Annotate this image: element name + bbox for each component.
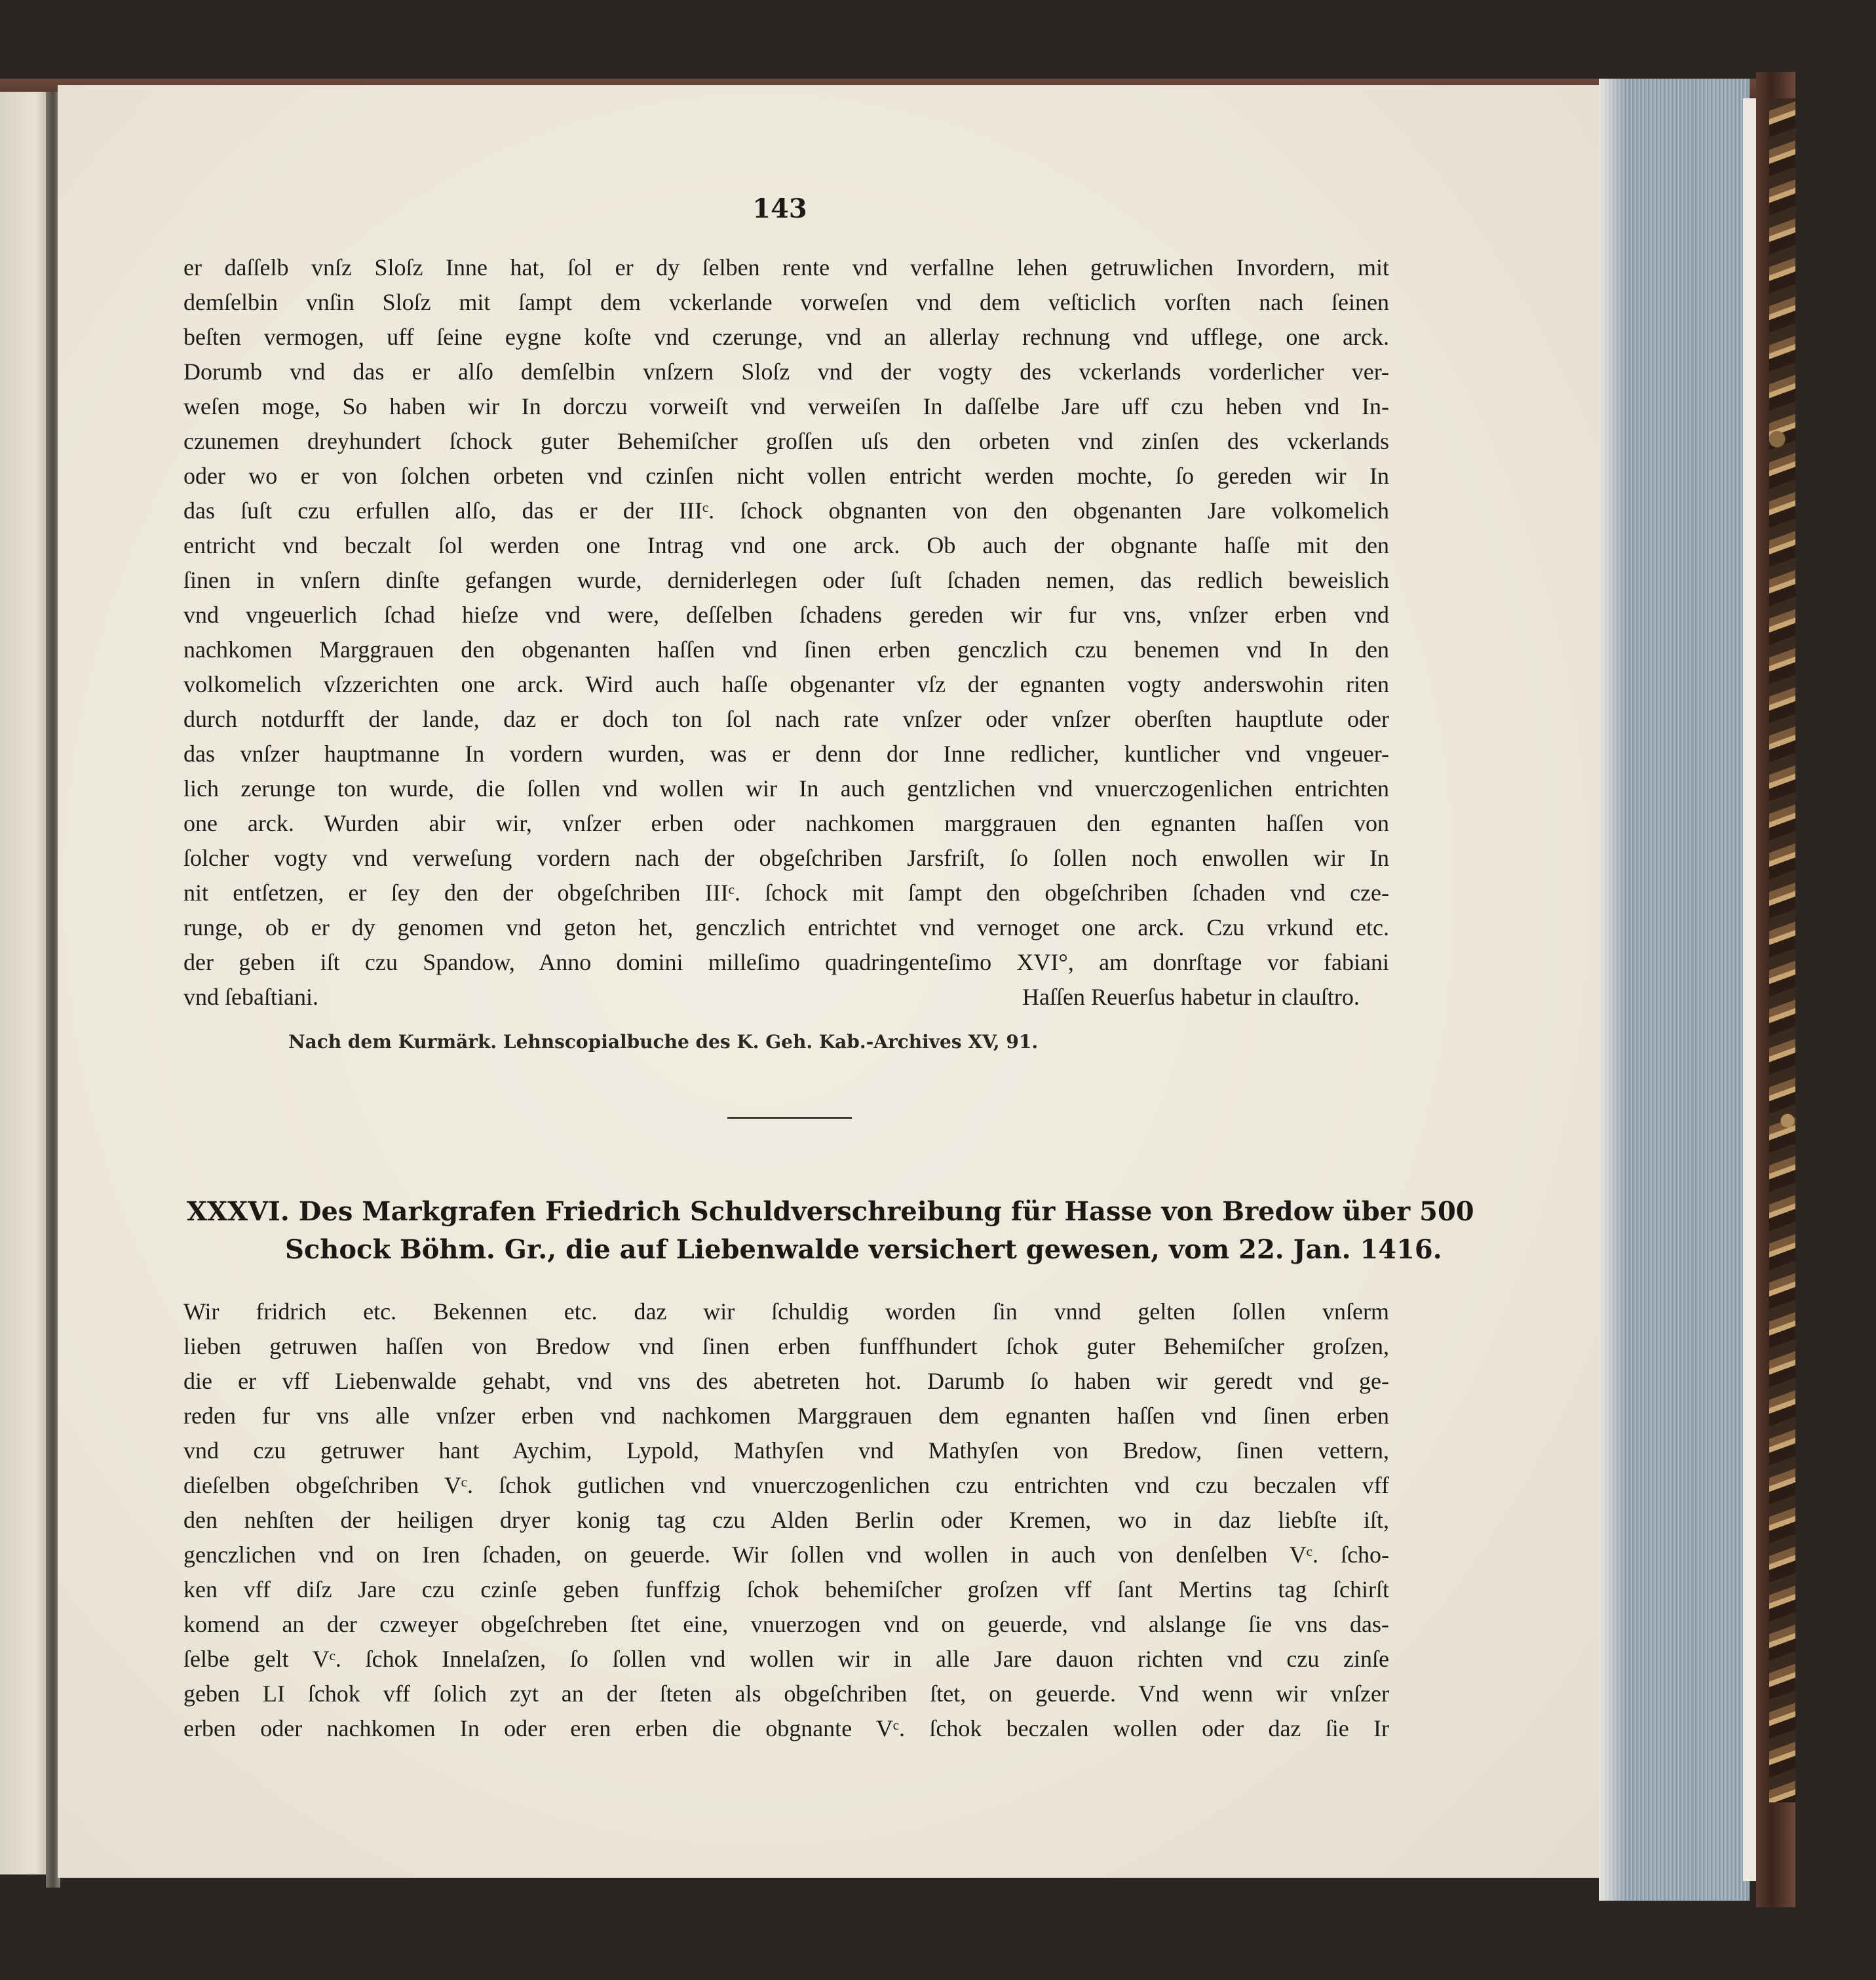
page-number: 143 [752, 193, 807, 224]
text-line: ſinen in vnſern dinſte gefangen wurde, derniderlegen oder ſuſt ſchaden nemen, das redlich beweislich [183, 567, 1389, 593]
text-line: den nehſten der heiligen dryer konig tag czu Alden Berlin oder Kremen, wo in daz liebſte iſt, [183, 1507, 1389, 1533]
text-line: durch notdurfft der lande, daz er doch ton ſol nach rate vnſzer oder vnſzer oberſten hauptlute oder [183, 706, 1389, 732]
text-line: erben oder nachkomen In oder eren erben die obgnante Vᶜ. ſchok beczalen wollen oder daz ſie Ir [183, 1715, 1389, 1741]
text-line: ſolcher vogty vnd verweſung vordern nach der obgeſchriben Jarsfriſt, ſo ſollen noch enwollen wir In [183, 845, 1389, 871]
text-line: Wir fridrich etc. Bekennen etc. daz wir ſchuldig worden ſin vnnd gelten ſollen vnſerm [183, 1298, 1389, 1325]
section-heading-line2: Schock Böhm. Gr., die auf Liebenwalde versichert gewesen, vom 22. Jan. 1416. [285, 1234, 1442, 1265]
text-line: das vnſzer hauptmanne In vordern wurden, was er denn dor Inne redlicher, kuntlicher vnd vngeuer- [183, 741, 1389, 767]
text-line: entricht vnd beczalt ſol werden one Intrag vnd one arck. Ob auch der obgnante haſſe mit den [183, 532, 1389, 558]
section-heading-line1: XXXVI. Des Markgrafen Friedrich Schuldverschreibung für Hasse von Bredow über 500 [187, 1196, 1474, 1227]
text-line: beſten vermogen, uff ſeine eygne koſte vnd czerunge, vnd an allerlay rechnung vnd ufflege, one arck. [183, 324, 1389, 350]
text-line: nit entſetzen, er ſey den der obgeſchriben IIIᶜ. ſchock mit ſampt den obgeſchriben ſchaden vnd cze- [183, 880, 1389, 906]
text-line: genczlichen vnd on Iren ſchaden, on geuerde. Wir ſollen vnd wollen in auch von denſelben Vᶜ. ſcho- [183, 1542, 1389, 1568]
marbled-endpaper [1769, 98, 1795, 1802]
text-line: czunemen dreyhundert ſchock guter Behemiſcher groſſen uſs den orbeten vnd zinſen des vckerlands [183, 428, 1389, 454]
text-line: reden fur vns alle vnſzer erben vnd nachkomen Marggrauen dem egnanten haſſen vnd ſinen erben [183, 1403, 1389, 1429]
text-line: Dorumb vnd das er alſo demſelbin vnſzern Sloſz vnd der vogty des vckerlands vorderlicher ver- [183, 359, 1389, 385]
section-divider [727, 1117, 852, 1119]
text-line: runge, ob er dy genomen vnd geton het, genczlich entrichtet vnd vernoget one arck. Czu vrkund etc. [183, 914, 1389, 941]
document-body-part1 [183, 250, 1389, 980]
text-line: oder wo er von ſolchen orbeten vnd czinſen nicht vollen entricht werden mochte, ſo gereden wir In [183, 463, 1389, 489]
text-line: one arck. Wurden abir wir, vnſzer erben oder nachkomen marggrauen den egnanten haſſen von [183, 810, 1389, 836]
text-line: ken vff diſz Jare czu czinſe geben funffzig ſchok behemiſcher groſzen vff ſant Mertins tag ſchirſt [183, 1576, 1389, 1602]
text-line: komend an der czweyer obgeſchreben ſtet eine, vnuerzogen vnd on geuerde, vnd alslange ſie vns das- [183, 1611, 1389, 1637]
document-closing-line [183, 980, 1389, 1015]
document-body-part2 [183, 1294, 1389, 1746]
text-line: weſen moge, So haben wir In dorczu vorweiſt vnd verweiſen In daſſelbe Jare uff czu heben vnd In- [183, 393, 1389, 419]
text-line: vnd czu getruwer hant Aychim, Lypold, Mathyſen vnd Mathyſen von Bredow, ſinen vettern, [183, 1437, 1389, 1464]
text-line: ſelbe gelt Vᶜ. ſchok Innelaſzen, ſo ſollen vnd wollen wir in alle Jare dauon richten vnd czu zinſe [183, 1646, 1389, 1672]
text-line: demſelbin vnſin Sloſz mit ſampt dem vckerlande vorweſen vnd dem veſticlich vorſten nach ſeinen [183, 289, 1389, 315]
text-line: nachkomen Marggrauen den obgenanten haſſen vnd ſinen erben genczlich czu benemen vnd In den [183, 636, 1389, 663]
text-line: lich zerunge ton wurde, die ſollen vnd wollen wir In auch gentzlichen vnd vnuerczogenlichen entrichten [183, 775, 1389, 802]
source-note: Nach dem Kurmärk. Lehnscopialbuche des K. Geh. Kab.-Archives XV, 91. [288, 1031, 1039, 1053]
closing-date-text: vnd ſebaſtiani. [183, 984, 318, 1010]
text-line: die er vff Liebenwalde gehabt, vnd vns des abetreten hot. Darumb ſo haben wir geredt vnd ge- [183, 1368, 1389, 1394]
closing-reverse-note: Haſſen Reuerſus habetur in clauſtro. [1022, 984, 1360, 1010]
text-line: er daſſelb vnſz Sloſz Inne hat, ſol er dy ſelben rente vnd verfallne lehen getruwlichen Invordern, mit [183, 254, 1389, 281]
left-page-edge [0, 92, 51, 1874]
text-line: lieben getruwen haſſen von Bredow vnd ſinen erben funffhundert ſchok guter Behemiſcher groſzen, [183, 1333, 1389, 1359]
text-line: das ſuſt czu erfullen alſo, das er der IIIᶜ. ſchock obgnanten von den obgenanten Jare volkomelich [183, 497, 1389, 524]
text-line: dieſelben obgeſchriben Vᶜ. ſchok gutlichen vnd vnuerczogenlichen czu entrichten vnd czu beczalen vff [183, 1472, 1389, 1498]
section-heading [187, 1193, 1474, 1269]
text-line: volkomelich vſzzerichten one arck. Wird auch haſſe obgenanter vſz der egnanten vogty anderswohin riten [183, 671, 1389, 697]
text-line: vnd vngeuerlich ſchad hieſze vnd were, deſſelben ſchadens gereden wir fur vns, vnſzer erben vnd [183, 602, 1389, 628]
page-edge-strip [1743, 98, 1757, 1881]
text-line: der geben iſt czu Spandow, Anno domini milleſimo quadringenteſimo XVI°, am donrſtage vor fabiani [183, 949, 1389, 975]
fore-edge-shadow [1599, 79, 1625, 1901]
text-line: geben LI ſchok vff ſolich zyt an der ſteten als obgeſchriben ſtet, on geuerde. Vnd wenn wir vnſzer [183, 1680, 1389, 1707]
